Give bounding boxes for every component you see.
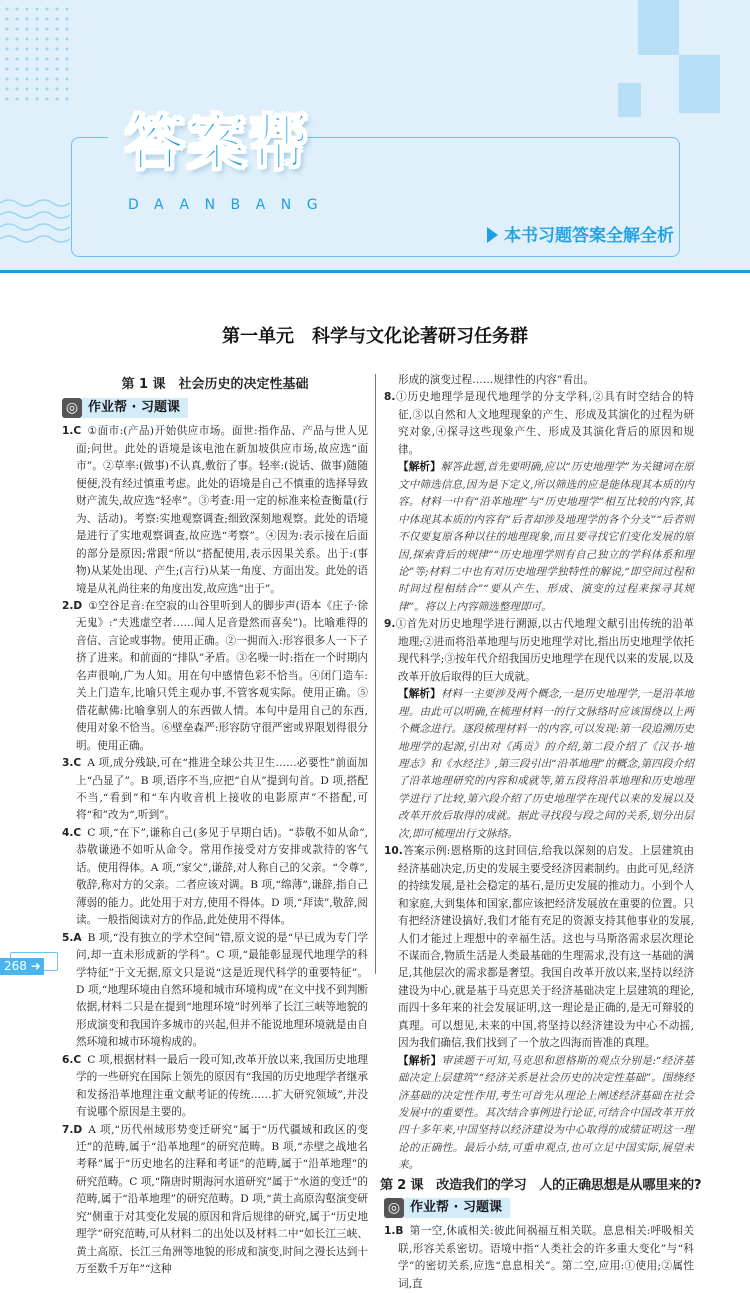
- item-number: 1.: [62, 425, 74, 438]
- item-number: 5.: [62, 931, 74, 944]
- answer-item: [62, 930, 368, 1052]
- brand-logo-pinyin: DAANBANG: [128, 197, 334, 213]
- page-number: 268 ➜: [0, 958, 44, 975]
- item-text: 第一空,休戚相关:彼此间祸福互相关联。息息相关:呼吸相关联,形容关系密切。语境中指“人类社会的许多重大变化”与“科学”的密切关系,应选“息息相关”。第二空,应用:①使用;②属性词,直: [398, 1225, 694, 1290]
- item-number: 8.: [384, 391, 396, 404]
- item-answer: C: [73, 1053, 82, 1066]
- section-tag-label: 作业帮 · 习题课: [404, 1198, 510, 1218]
- item-text: 答案示例:恩格斯的这封回信,给我以深刻的启发。上层建筑由经济基础决定,历史的发展主要受经济因素制约。由此可见,经济的持续发展,是社会稳定的基石,是历史发展的推动力。小到个人和家庭,大到集体和国家,都应该把经济发展放在重要的位置。只有把经济建设搞好,我们才能有充足的资源支持其他事业的发展,人们才能过上理想中的幸福生活。这也与马斯洛需求层次理论不谋而合,物质生活是人类最基础的生理需求,没有这一基础的满足,其他层次的需求都是奢望。我国自改革开放以来,坚持以经济建设为中心,就是基于马克思关于经济基础决定上层建筑的理论,而四十多年来的社会发展证明,这一理论是正确的,是无可辩驳的真理。可以想见,未来的中国,将坚持以经济建设为中心不动摇,因为我们确信,我们找到了一个放之四海而皆准的真理。: [398, 845, 694, 1050]
- square-decoration: [679, 55, 720, 113]
- item-answer: D: [73, 1123, 83, 1136]
- answer-item: [62, 1122, 368, 1279]
- answer-item: [62, 1052, 368, 1122]
- item-answer: C: [73, 425, 82, 438]
- section-tag: [62, 397, 368, 419]
- item-number: 10.: [384, 845, 403, 858]
- header-slogan: [487, 221, 674, 246]
- answer-item: [62, 423, 368, 598]
- brand-logo: 答案帮: [125, 109, 311, 179]
- page-header-banner: [0, 0, 750, 270]
- item-text: ①面市:(产品)开始供应市场。面世:指作品、产品与世人见面;问世。此处的语境是该电池在新加坡供应市场,故应选“面市”。②草率:(做事)不认真,敷衍了事。轻率:(说话、做事)随随便便,没有经过慎重考虑。此处的语境是自己不慎重的选择导致财产流失,故应选“轻率”。③考查:用一定的标准来检查衡量(行为、活动)。考察:实地观察调查;细致深刻地观察。此处的语境是进行了实地观察调查,故应选“考察”。④因为:表示接在后面的部分是原因;常跟“所以”搭配使用,表示因果关系。出于:(事物)从某处出现、产生;(言行)从某一角度、方面出发。此处的语境是从礼尚往来的角度出发,故应选“出于”。: [76, 425, 368, 595]
- answer-item: [384, 389, 694, 459]
- item-number: 6.: [62, 1053, 74, 1066]
- continued-text: 形成的演变过程……规律性的内容”看出。: [398, 374, 595, 386]
- unit-title: 第一单元 科学与文化论著研习任务群: [222, 326, 528, 347]
- play-triangle-icon: [487, 227, 498, 243]
- item-text: C 项,“在下”,谦称自己(多见于早期白话)。“恭敬不如从命”,恭敬谦逊不如听从命令。常用作接受对方安排或款待的客气话。使用得体。A 项,“家父”,谦辞,对人称自己的父亲。“令尊”,敬辞,称对方的父亲。二者应该对调。B 项,“绵薄”,谦辞,指自己薄弱的能力。此处用于对方,使用不得体。D 项,“拜读”,敬辞,阅读。一般指阅读对方的作品,此处使用不得体。: [76, 826, 368, 927]
- answer-item: [62, 755, 368, 825]
- item-text: A 项,成分残缺,可在“推进全球公共卫生……必要性”前面加上“凸显了”。B 项,语序不当,应把“自从”提到句首。D 项,搭配不当,“看到”和“车内收音机上接收的电影原声”不搭配,可将“和”改为“,听到”。: [76, 757, 368, 822]
- section-tag-label: 作业帮 · 习题课: [82, 398, 188, 418]
- analysis-text: 解答此题,首先要明确,应以“历史地理学”为关键词在原文中筛选信息,因为是下定义,所以筛选的应是能体现其本质的内容。材料一中有“沿革地理”与“历史地理学”相互比较的内容,其中体现其本质的内容有“后者却涉及地理学的各个分支”“后者则不仅要复原各种以往的地理现象,而且要寻找它们变化发展的原因,探索背后的规律”“历史地理学则有自己独立的学科体系和理论”等;材料二中也有对历史地理学独特性的解说,“即空间过程和时间过程相结合”“要从产生、形成、演变的过程来探寻其规律”。将以上内容筛选整理即可。: [398, 461, 694, 613]
- analysis-paragraph: [384, 459, 694, 616]
- analysis-text: 材料一主要涉及两个概念,一是历史地理学,一是沿革地理。由此可以明确,在梳理材料一的行文脉络时应该围绕以上两个概念进行。逐段梳理材料一的内容,可以发现:第一段追溯历史地理学的起源,引出对《禹贡》的介绍,第二段介绍了《汉书·地理志》和《水经注》,第三段引出“沿革地理”的概念,第四段介绍了沿革地理研究的内容和成就等,第五段将沿革地理和历史地理学进行了比较,第六段介绍了历史地理学在现代以来的发展以及改革开放后取得的成就。据此寻找段与段之间的关系,划分出层次,即可梳理出行文脉络。: [398, 688, 695, 840]
- item-number: 2.: [62, 599, 74, 612]
- item-number: 7.: [62, 1123, 74, 1136]
- item-number: 9.: [384, 618, 396, 631]
- square-decoration: [618, 83, 641, 117]
- analysis-paragraph: [384, 1053, 694, 1175]
- item-answer: C: [73, 757, 82, 770]
- target-icon: ◎: [62, 398, 82, 418]
- item-text: B 项,“没有独立的学术空间”错,原文说的是“早已成为专门学问,却一直未形成新的学科”。C 项,“最能彰显现代地理学的科学特征”于文无据,原文只是说“这是近现代科学的重要特征”。D 项,“地理环境由自然环境和城市环境构成”在文中找不到判断依据,材料二只是在提到“地理环境”时列举了长江三峡等地貌的形成演变和我国许多城市的兴起,但并不能说地理环境就是由自然环境和城市环境构成的。: [76, 931, 368, 1049]
- item-text: ①首先对历史地理学进行溯源,以古代地理文献引出传统的沿革地理;②进而将沿革地理与历史地理学对比,指出历史地理学依托现代科学;③按年代介绍我国历史地理学在现代以来的发展,以及改革开放后取得的巨大成就。: [395, 618, 694, 683]
- item-answer: A: [73, 931, 82, 944]
- answer-item: [384, 1223, 694, 1293]
- item-number: 4.: [62, 826, 74, 839]
- item-answer: B: [395, 1225, 404, 1238]
- page-number-text: 268: [4, 959, 27, 973]
- lesson-title: 第 2 课 改造我们的学习 人的正确思想是从哪里来的?: [380, 1177, 702, 1193]
- analysis-label: 【解析】: [398, 461, 441, 474]
- lesson-title: 第 1 课 社会历史的决定性基础: [121, 377, 309, 392]
- item-text: ①空谷足音:在空寂的山谷里听到人的脚步声(语本《庄子·徐无鬼》:“夫逃虚空者……闻人足音跫然而喜矣”)。比喻难得的音信、言论或事物。使用正确。②一拥而入:形容很多人一下子挤了进来。和前面的“排队”矛盾。③名噪一时:指在一个时期内名声很响,广为人知。用在句中感情色彩不恰当。④闭门造车:关上门造车,比喻只凭主观办事,不管客观实际。使用正确。⑤借花献佛:比喻拿别人的东西做人情。本句中是用自己的东西,使用对象不恰当。⑥壁垒森严:形容防守很严密或界限划得很分明。使用正确。: [76, 599, 368, 752]
- analysis-label: 【解析】: [398, 1054, 442, 1067]
- item-text: A 项,“历代州域形势变迁研究”属于“历代疆域和政区的变迁”的范畴,属于“沿革地理”的研究范畴。B 项,“赤壁之战地名考释”属于“历史地名的注释和考证”的范畴,属于“沿革地理”的研究范畴。C 项,“隋唐时期海河水道研究”属于“水道的变迁”的范畴,属于“沿革地理”的研究范畴。D 项,“黄土高原沟壑演变研究”侧重于对其变化发展的原因和背后规律的研究,属于“历史地理学”研究范畴,可从材料二的出处以及材料二中“如长江三峡、黄土高原、长江三角洲等地貌的形成和演变,时间之漫长达到十万至数千万年”“这种: [76, 1123, 368, 1276]
- wave-decoration: [0, 195, 70, 255]
- answer-item: [384, 616, 694, 686]
- item-number: 1.: [384, 1225, 396, 1238]
- item-answer: D: [73, 599, 83, 612]
- answer-item: [384, 843, 694, 1052]
- answer-item: [62, 825, 368, 930]
- item-text: C 项,根据材料一最后一段可知,改革开放以来,我国历史地理学的一些研究在国际上领先的原因有“我国的历史地理学者继承和发扬沿革地理注重文献考证的传统……扩大研究领域”,并没有说哪个原因是主要的。: [76, 1053, 368, 1119]
- left-column: [62, 372, 368, 1279]
- item-number: 3.: [62, 757, 74, 770]
- right-column: [380, 372, 702, 1293]
- slogan-text: 本书习题答案全解全析: [504, 226, 674, 246]
- analysis-paragraph: [384, 686, 694, 843]
- target-icon: ◎: [384, 1198, 404, 1218]
- column-divider: [375, 374, 376, 974]
- analysis-text: 审读题干可知,马克思和恩格斯的观点分别是:“经济基础决定上层建筑”“经济关系是社会历史的决定性基础”。围绕经济基础的决定性作用,考生可首先从理论上阐述经济基础在社会发展中的重要性。其次结合事例进行论证,可结合中国改革开放四十多年来,中国坚持以经济建设为中心取得的成绩证明这一理论的正确性。最后小结,可重申观点,也可立足中国实际,展望未来。: [398, 1054, 694, 1172]
- dot-pattern-decoration: [2, 4, 72, 104]
- item-text: ①历史地理学是现代地理学的分支学科,②具有时空结合的特征,③以自然和人文地理现象的产生、形成及其演化的过程为研究对象,④探寻这些现象产生、形成及其演化背后的原因和规律。: [395, 391, 694, 456]
- section-tag: [384, 1197, 694, 1219]
- item-answer: C: [73, 826, 82, 839]
- answer-item: [62, 598, 368, 755]
- header-divider: [0, 270, 750, 273]
- analysis-label: 【解析】: [398, 688, 441, 701]
- square-decoration: [638, 0, 679, 55]
